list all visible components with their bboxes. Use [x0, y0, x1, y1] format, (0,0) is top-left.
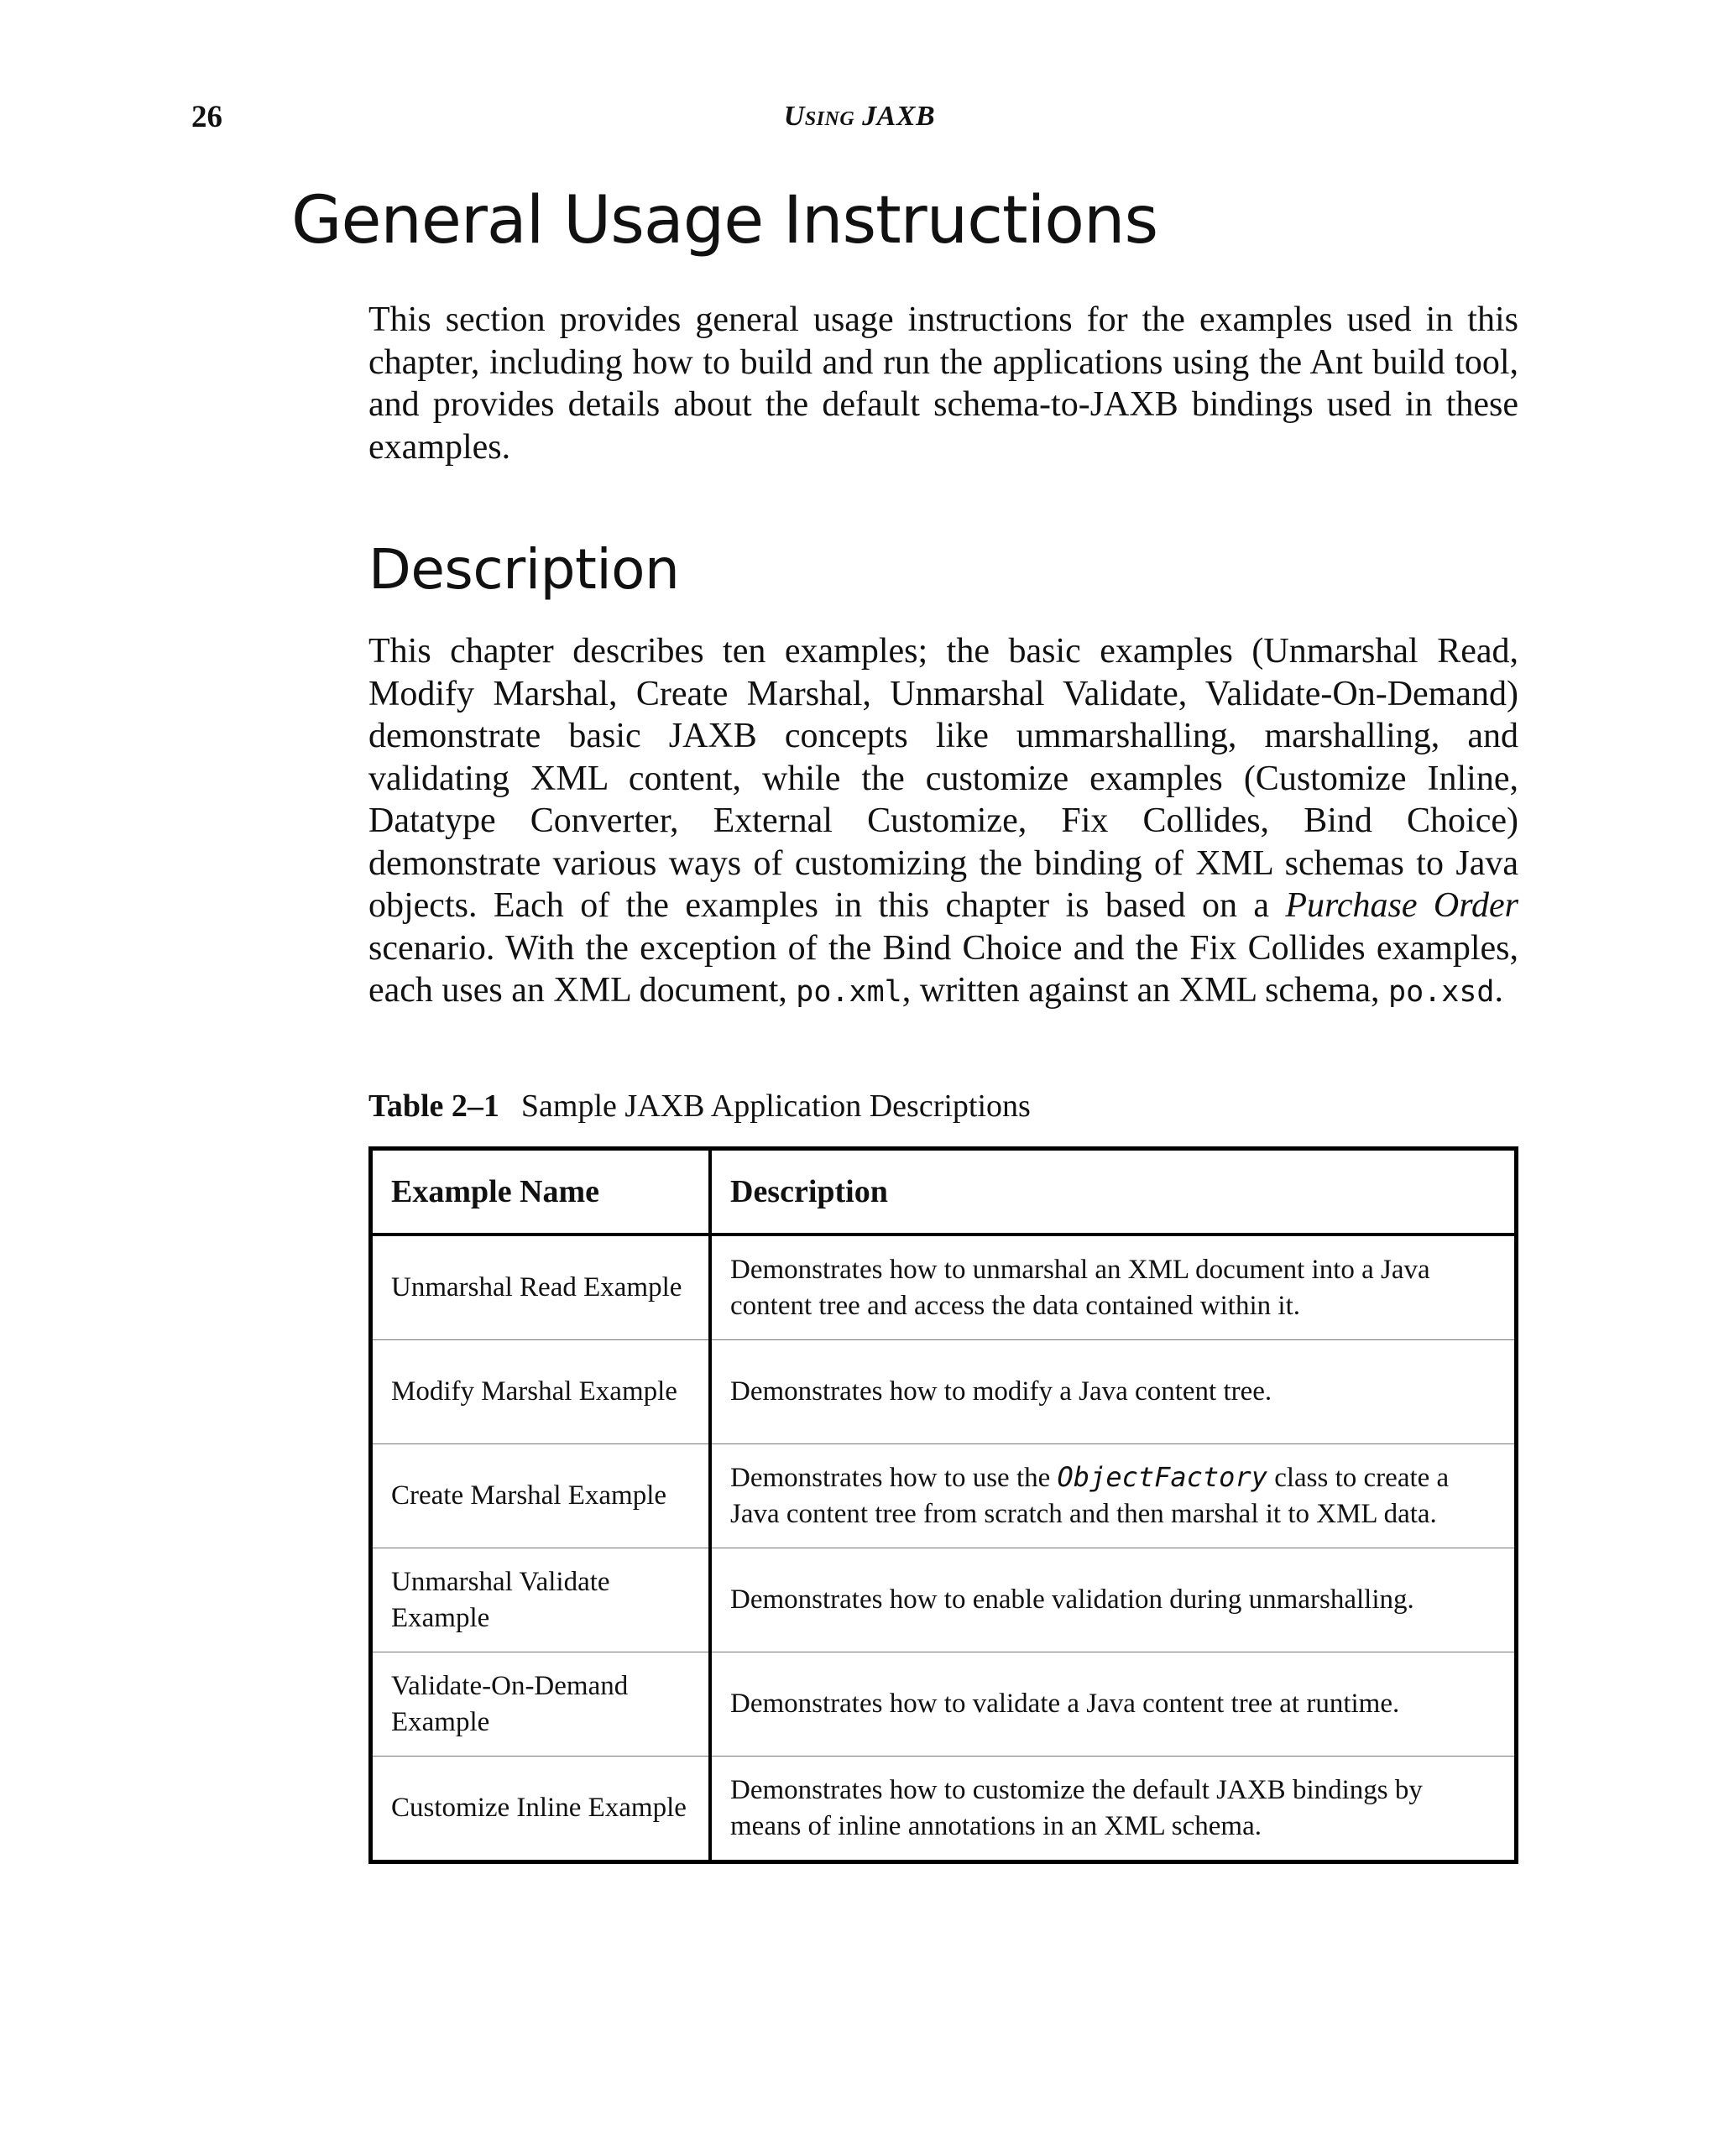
example-name-cell: Unmarshal Validate Example: [371, 1548, 711, 1652]
example-name-cell: Modify Marshal Example: [371, 1340, 711, 1444]
header-example-name: Example Name: [371, 1149, 711, 1235]
example-name-cell: Customize Inline Example: [371, 1757, 711, 1862]
description-text-2: scenario. With the exception of the Bind Choice and the Fix Collides examples, each uses an XML document,: [368, 928, 1518, 1010]
code-po-xml: po.xml: [796, 975, 902, 1009]
running-head: [191, 99, 1528, 141]
description-text-1: This chapter describes ten examples; the basic examples (Unmarshal Read, Modify Marshal, Create Marshal, Unmarshal Validate, Validate-On-Demand) demonstrate basic JAXB concepts like ummarshalling, marshalling, and validating XML content, while the customize examples (Customize Inline, Datatype Converter, External Customize, Fix Collides, Bind Choice) demonstrate various ways of customizing the binding of XML schemas to Java objects. Each of the examples in this chapter is based on a: [368, 632, 1518, 925]
table-row: [371, 1757, 1517, 1862]
description-paragraph: [368, 630, 1518, 1014]
description-post: class to create a Java content tree from scratch and then marshal it to XML data.: [730, 1463, 1450, 1529]
description-heading: Description: [368, 537, 680, 602]
table-row: [371, 1235, 1517, 1340]
table-row: [371, 1652, 1517, 1757]
page-number: 26: [191, 100, 222, 134]
purchase-order-emphasis: Purchase Order: [1285, 886, 1518, 925]
table-row: [371, 1444, 1517, 1548]
description-cell: Demonstrates how to unmarshal an XML document into a Java content tree and access the data contained within it.: [730, 1254, 1430, 1321]
table-caption-text: Sample JAXB Application Descriptions: [520, 1088, 1031, 1124]
description-text-4: .: [1494, 971, 1503, 1010]
header-description: Description: [710, 1149, 1517, 1235]
examples-table: [368, 1146, 1518, 1864]
table-caption-label: Table 2–1: [368, 1088, 499, 1124]
section-title: General Usage Instructions: [291, 183, 1158, 258]
table-row: [371, 1340, 1517, 1444]
description-cell: Demonstrates how to modify a Java content tree.: [710, 1340, 1517, 1444]
example-name-cell: Validate-On-Demand Example: [371, 1652, 711, 1757]
running-title: [191, 101, 1528, 133]
example-name-cell: Unmarshal Read Example: [371, 1235, 711, 1340]
description-cell: Demonstrates how to customize the default JAXB bindings by means of inline annotations in an XML schema.: [710, 1757, 1517, 1862]
running-title-text: Using JAXB: [783, 101, 936, 132]
table-row: [371, 1548, 1517, 1652]
example-name-cell: Create Marshal Example: [371, 1444, 711, 1548]
description-pre: Demonstrates how to use the: [730, 1463, 1058, 1493]
description-cell: [710, 1444, 1517, 1548]
table-caption: [368, 1088, 1031, 1125]
code-po-xsd: po.xsd: [1388, 975, 1495, 1009]
intro-paragraph: This section provides general usage instructions for the examples used in this chapter, including how to build and run the applications using the Ant build tool, and provides details about the default schema-to-JAXB bindings used in these examples.: [368, 300, 1518, 467]
code-object-factory: ObjectFactory: [1057, 1461, 1267, 1493]
description-cell: Demonstrates how to enable validation during unmarshalling.: [710, 1548, 1517, 1652]
description-text-3: , written against an XML schema,: [901, 971, 1389, 1010]
table-header-row: [371, 1149, 1517, 1235]
description-cell: Demonstrates how to validate a Java content tree at runtime.: [710, 1652, 1517, 1757]
